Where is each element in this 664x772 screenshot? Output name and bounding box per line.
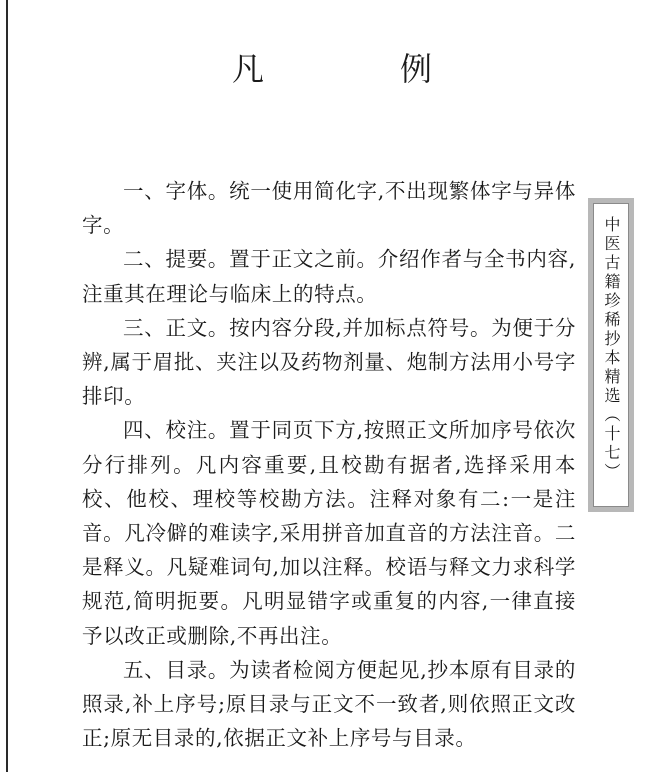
series-label-text: 中医古籍珍稀抄本精选︵十七︶ (602, 216, 621, 482)
body-text (82, 174, 576, 755)
page-edge-line (6, 0, 8, 772)
paragraph-contents: 五、目录。为读者检阅方便起见,抄本原有目录的照录,补上序号;原目录与正文不一致者,则依照正文改正;原无目录的,依据正文补上序号与目录。 (82, 657, 576, 751)
series-label-box (588, 198, 634, 512)
paragraph-annotation: 四、校注。置于同页下方,按照正文所加序号依次分行排列。凡内容重要,且校勘有据者,选择采用本校、他校、理校等校勘方法。注释对象有二:一是注音。凡冷僻的难读字,采用拼音加直音的方法注音。二是释义。凡疑难词句,加以注释。校语与释文力求科学规范,简明扼要。凡明显错字或重复的内容,一律直接予以改正或删除,不再出注。 (82, 418, 576, 648)
paragraph-fonts: 一、字体。统一使用简化字,不出现繁体字与异体字。 (82, 179, 576, 238)
paragraph-main-text: 三、正文。按内容分段,并加标点符号。为便于分辨,属于眉批、夹注以及药物剂量、炮制方法用小号字排印。 (82, 315, 576, 409)
page-title: 凡 例 (231, 50, 484, 88)
series-label-inner (593, 203, 629, 507)
paragraph-summary: 二、提要。置于正文之前。介绍作者与全书内容,注重其在理论与临床上的特点。 (82, 247, 576, 306)
